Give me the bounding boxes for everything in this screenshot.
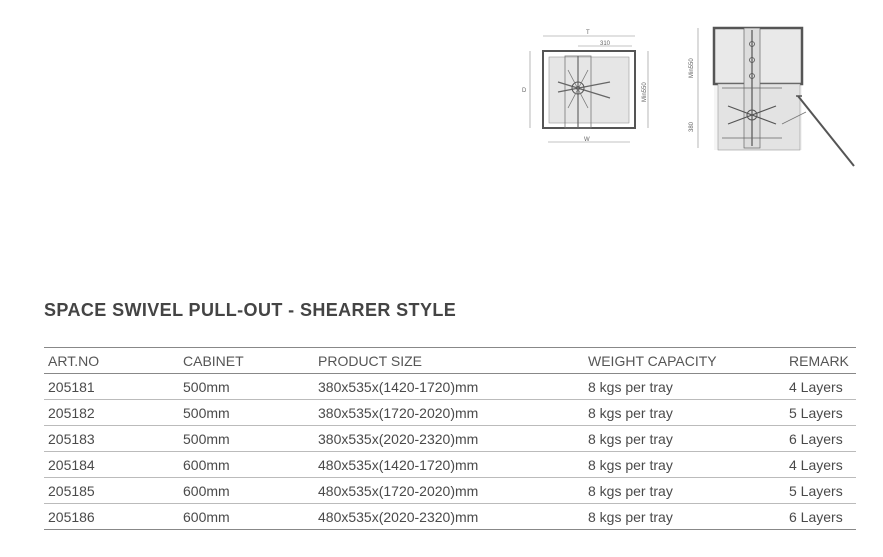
cell-product-size: 380x535x(1420-1720)mm (314, 374, 584, 400)
cell-art-no: 205183 (44, 426, 179, 452)
cell-weight-capacity: 8 kgs per tray (584, 400, 785, 426)
cell-product-size: 480x535x(1720-2020)mm (314, 478, 584, 504)
cell-remark: 4 Layers (785, 452, 856, 478)
cell-remark: 4 Layers (785, 374, 856, 400)
table-row (44, 400, 856, 426)
cell-cabinet: 600mm (179, 478, 314, 504)
cell-cabinet: 600mm (179, 504, 314, 530)
cell-remark: 6 Layers (785, 426, 856, 452)
cell-art-no: 205184 (44, 452, 179, 478)
table-header-row (44, 348, 856, 374)
cell-cabinet: 500mm (179, 426, 314, 452)
table-row (44, 452, 856, 478)
dim-label-w: W (584, 137, 590, 143)
dim-label-upper: Min550 (689, 58, 695, 78)
cell-art-no: 205186 (44, 504, 179, 530)
header-cabinet: CABINET (179, 348, 314, 374)
plan-view-drawing (518, 20, 668, 150)
header-remark: REMARK (785, 348, 856, 374)
cell-remark: 5 Layers (785, 478, 856, 504)
cell-cabinet: 500mm (179, 374, 314, 400)
cell-weight-capacity: 8 kgs per tray (584, 374, 785, 400)
cell-cabinet: 500mm (179, 400, 314, 426)
table-row (44, 426, 856, 452)
product-table (44, 347, 856, 530)
table-row (44, 374, 856, 400)
dim-label-inner: 310 (600, 41, 611, 47)
dim-label-d: D (522, 88, 527, 94)
cell-art-no: 205185 (44, 478, 179, 504)
cell-remark: 6 Layers (785, 504, 856, 530)
table-row (44, 478, 856, 504)
dim-label-t: T (586, 30, 590, 36)
cell-weight-capacity: 8 kgs per tray (584, 426, 785, 452)
cell-weight-capacity: 8 kgs per tray (584, 504, 785, 530)
cell-cabinet: 600mm (179, 452, 314, 478)
cell-product-size: 480x535x(2020-2320)mm (314, 504, 584, 530)
cell-weight-capacity: 8 kgs per tray (584, 452, 785, 478)
cell-art-no: 205182 (44, 400, 179, 426)
table-row (44, 504, 856, 530)
cell-weight-capacity: 8 kgs per tray (584, 478, 785, 504)
cell-product-size: 380x535x(1720-2020)mm (314, 400, 584, 426)
dim-label-lower: 380 (689, 121, 695, 132)
header-weight-capacity: WEIGHT CAPACITY (584, 348, 785, 374)
technical-drawings (518, 20, 863, 180)
header-product-size: PRODUCT SIZE (314, 348, 584, 374)
cell-art-no: 205181 (44, 374, 179, 400)
cell-remark: 5 Layers (785, 400, 856, 426)
section-title: SPACE SWIVEL PULL-OUT - SHEARER STYLE (44, 300, 457, 320)
dim-label-height: Min550 (642, 82, 648, 102)
cell-product-size: 480x535x(1420-1720)mm (314, 452, 584, 478)
header-art-no: ART.NO (44, 348, 179, 374)
side-view-drawing (678, 20, 863, 180)
cell-product-size: 380x535x(2020-2320)mm (314, 426, 584, 452)
